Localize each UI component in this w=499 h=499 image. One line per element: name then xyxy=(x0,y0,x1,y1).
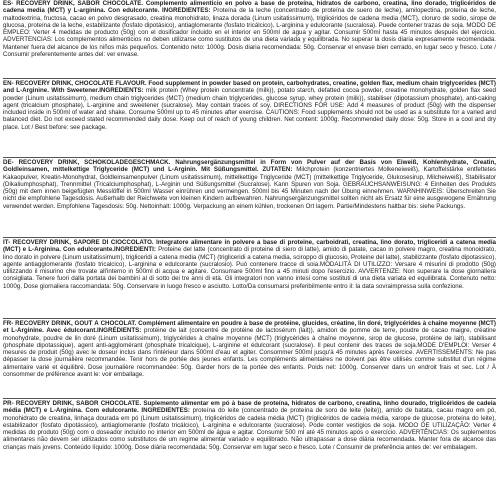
product-heading: - RECOVERY DRINK, SCHOKOLADEGESCHMACK. Nahrungsergänzungsmittel in Form von Pulver auf der Basis von Eiweiß, Kohlenhydrate, Creatin, Goldleinsamen, mittelkettige Triglyceride (MCT) und L-Arginin. Mit Süßungsmittel. ZUTATEN: xyxy=(3,159,496,174)
language-block-es xyxy=(3,0,496,77)
section-divider xyxy=(3,78,496,79)
product-description: Milchprotein (konzentriertes Molkeneiweiß), Kartoffelstärke entfettetes Kakaopulver, Kreatin-Monohydrat, Goldleinsamenpulver (Linum usitatissimum), mittelkettige Triglyceride (MCT) (mittelkettige Triglyceride, Glukosesirup, Milcheiweiß), Stabilisator (Dikaliumphosphat), Trennmittel (Tricalciumphosphat), L-Arginin und Süßungsmittel (Sucralose). Kann Spuren von Soja. GEBRAUCHSANWEISUNG: 4 Einheiten des Produkts (50g) mit dem innen beigefügten Messlöffel in 500ml Wasser einrühren und vermengen. 500ml bis 45 Minuten nach der Übung einnehmen. WARNHINWEIS: Überschreiten Sie nicht die empfohlene Tagesdosis. Außerhalb der Reichweite von kleinen Kindern aufbewahren. Nahrungsergänzungsmittel sollten nicht als Ersatz für eine ausgewogene Ernährung verwendet werden. Empfohlene Tagesdosis: 50g. Nettoinhalt: 1000g. Verpackung an einem kühlen, trockenen Ort lagern. Partie/Mindestens haltbar bis: siehe Packungs. xyxy=(3,166,496,210)
product-heading: - RECOVERY DRINK, GOÛT À CHOCOLAT. Complément alimentaire en poudre à base de protéine, glucides, créatine, lin doré, triglycérides à chaîne moyenne (MCT) et L-Arginine. Avec édulcorant.INGRÉDIENTS: xyxy=(3,320,496,335)
product-description: proteína do leite (concentrado de proteína de soro de leite (leite)), amido de batata, cacau magro em pó, monohidrato de creatina, linhaça dourada em pó (Linum usitatissimum), triglicéridos de cadeia média (MCT) (triglicéridos de cadeia média, xarope de glucose, proteína do leite), estabilizador (fosfato dipotássico), antiaglomerante (fosfato tricálcico), L-arginina e edulcorante (sucralose). Pode conter vestígios de soja. MODO DE UTILIZAÇÃO: Verter 4 medidas do produto (50g) com o doseador incluído no interior em 500ml de água e agitar. Consumir 500 ml até 45 minutos após o exercício. ADVERTÊNCIAS: Os suplementos alimentares não devem ser utilizados como substitutos de um regime alimentar variado e equilibrado. Não ultrapassar a dose diária recomendada. Manter fora de alcance das crianças mais jovens. Conteúdo líquido: 1000g. Dose diária recomendada: 50g. Conservar em lugar seco e fresco. Lote / Consumir de preferência antes de: ver embalagem. xyxy=(3,407,496,451)
product-heading: - RECOVERY DRINK, SAPORE DI CIOCCOLATO. Integratore alimentare in polvere a base di proteine, carboidrati, creatina, lino dorato, trigliceridi a catena media (MCT) e L-Arginina. Con edulcorante.INGREDIENTI: xyxy=(3,239,496,254)
language-code: ES xyxy=(3,0,12,7)
product-heading: - RECOVERY DRINK, SABOR CHOCOLATE. Suplemento alimentar em pó à base de proteína, hidratos de carbono, creatina, linho dourado, triglicéridos de cadeia média (MCT) e L-Arginina. Com edulcorante. INGREDIENTES: xyxy=(3,400,496,415)
language-code: FR xyxy=(3,320,12,327)
product-heading: - RECOVERY DRINK, SABOR CHOCOLATE. Complemento alimenticio en polvo a base de proteína, hidratos de carbono, creatina, lino dorado, triglicéridos de cadena media (MCT) y L-arginina. Con edulcorante. INGREDIENTES: xyxy=(3,0,496,15)
product-description: Proteína de la leche (concentrado de proteína de suero de leche), amilopectina, proteína de leche, maltodextrina, fructosa, cacao en polvo desgrasado, creatina monohidrato, linaza dorada (Linum usitatissimum), triglicéridos de cadena media (MCT), cloruro de sodio, sirope de glucosa, proteína de la leche, estabilizante (fosfato dipotásico), antiaglomerante (fosfato tricálcico), L-arginina y edulcorante (sucralosa). Puede contener trazas de soja. MODO DE EMPLEO: Verter 4 medidas de producto (50g) con el dosificador incluido en el interior en 500ml de agua y agitar. Consumir 500ml hasta 45 minutos después del ejercicio. ADVERTENCIAS: Los complementos alimenticios no deben utilizarse como sustitutos de una dieta variada y equilibrada. No superar la dosis diaria expresamente recomendada. Mantener fuera del alcance de los niños más pequeños. Contenido neto: 1000g. Dosis diaria recomendada: 50g. Conservar el envase bien cerrado, en lugar seco y fresco. Lote / Consumir preferentemente antes del: ver envase. xyxy=(3,7,496,59)
language-block-pt xyxy=(3,400,496,477)
product-description: Proteine del latte (concentrato di proteine di siero di latte), amido di patate, cacao in polvere magro, creatina monoidrato, lino dorato in polvere (Linum usitatissimum), trigliceridi a catena media (MCT) (trigliceridi a catena media, sciroppo di glucosio, Proteine del latte), stabilizzante (fosfato dipotassico), agente antiagglomerante (fosfato tricalcico), L-arginina e edulcorante (sucralosio). Può contenere tracce di soia.MODALITÀ DI UTILIZZO: Versare 4 misurini di prodotto (50g) utilizzando il misurino che trovate all'interno in 500ml di acqua e agitare. Consumare 500ml fino a 45 minuti dopo l'esercizio. AVVERTENZE: Non superare la dose giornaliera consigliata. Tenere fuori dalla portata dei bambini al di sotto dei tre anni di età. Gli integratori non vanno intesi come sostituti di una dieta variata ed equilibrata. Contenuto netto: 1000g. Dose giornaliera raccomandata: 50g. Conservare in luogo fresco e asciutto. Lotto/Da consumarsi preferibilmente entro il: la data sovraimpressa sulla confezione. xyxy=(3,246,496,290)
language-block-fr xyxy=(3,320,496,397)
section-divider xyxy=(3,318,496,319)
section-divider xyxy=(3,398,496,399)
language-code: IT xyxy=(3,239,9,246)
product-description: milk protein (Whey protein concentrate (milk)), potato starch, defatted cocoa powder, creatine monohydrate, golden flax seed powder (Linum usitatissimum), medium chain triglycerides (MCT) (medium chain triglycerides, glucose syrup, whey protein (milk)), stabiliser (dipotassium phosphate), anti-caking agent (tricalcium phosphate), L-arginine and sweetener (sucralose). May contain traces of soy. DIRECTIONS FOR USE: Add 4 measures of product (50g) with the dispenser included inside in 500ml of water and shake. Consume 500ml up to 45 minutes after exercise. CAUTIONS: Food supplements should not be used as a substitute for a varied and balanced diet. Do not exceed stated recommended daily dose. Keep out of reach of young children. Net content: 1000g. Recommended daily dose: 50g. Store in a cool and dry place. Lot / Best before: see package. xyxy=(3,87,496,131)
section-divider xyxy=(3,157,496,158)
product-heading: - RECOVERY DRINK, CHOCOLATE FLAVOUR. Food supplement in powder based on protein, carbohydrates, creatine, golden flax, medium chain triglycerides (MCT) and L-Arginine. With Sweetener.INGREDIENTS: xyxy=(3,80,496,95)
language-code: PR xyxy=(3,400,12,407)
section-divider xyxy=(3,237,496,238)
language-code: EN xyxy=(3,80,12,87)
language-block-it xyxy=(3,239,496,317)
language-code: DE xyxy=(3,159,12,166)
language-block-en xyxy=(3,80,496,156)
language-block-de xyxy=(3,159,496,236)
product-description: protéine de lait (concentré de protéine de lactosérum (lait)), amidon de pomme de terre, poudre de cacao maigre, créatine monohydrate, poudre de lin doré (Linum usitatissimum), triglycérides à chaîne moyenne (MCT) (triglycérides à chaîne moyenne, sirop de glucose, protéine de lait), stabilisant (phosphate dipotassique), agent anti-agglomérant (phosphate tricalcique), L-arginine et édulcorant (sucralose). Il peut contenir des traces de soja.MODE D'EMPLOI: Verser 4 mesures de produit (50g) avec le doseur inclus dans l'intérieur dans 500ml d'eau et agiter. Consommer 500ml jusqu'à 45 minutes après l'exercice. AVERTISSEMENTS: Ne pas dépasser la dose journalière recommandée. Tenir hors de portée des jeunes enfants. Les compléments alimentaires ne doivent pas être utilisés comme substitut d'un régime alimentaire varié et équilibré. Dose journalière recommandée: 50g. Garder hors de la portée des enfants. Poids net: 1000g. Conserver dans un endroit frais et sec. Lot / À consommer de préférence avant le: voir emballage. xyxy=(3,327,496,379)
